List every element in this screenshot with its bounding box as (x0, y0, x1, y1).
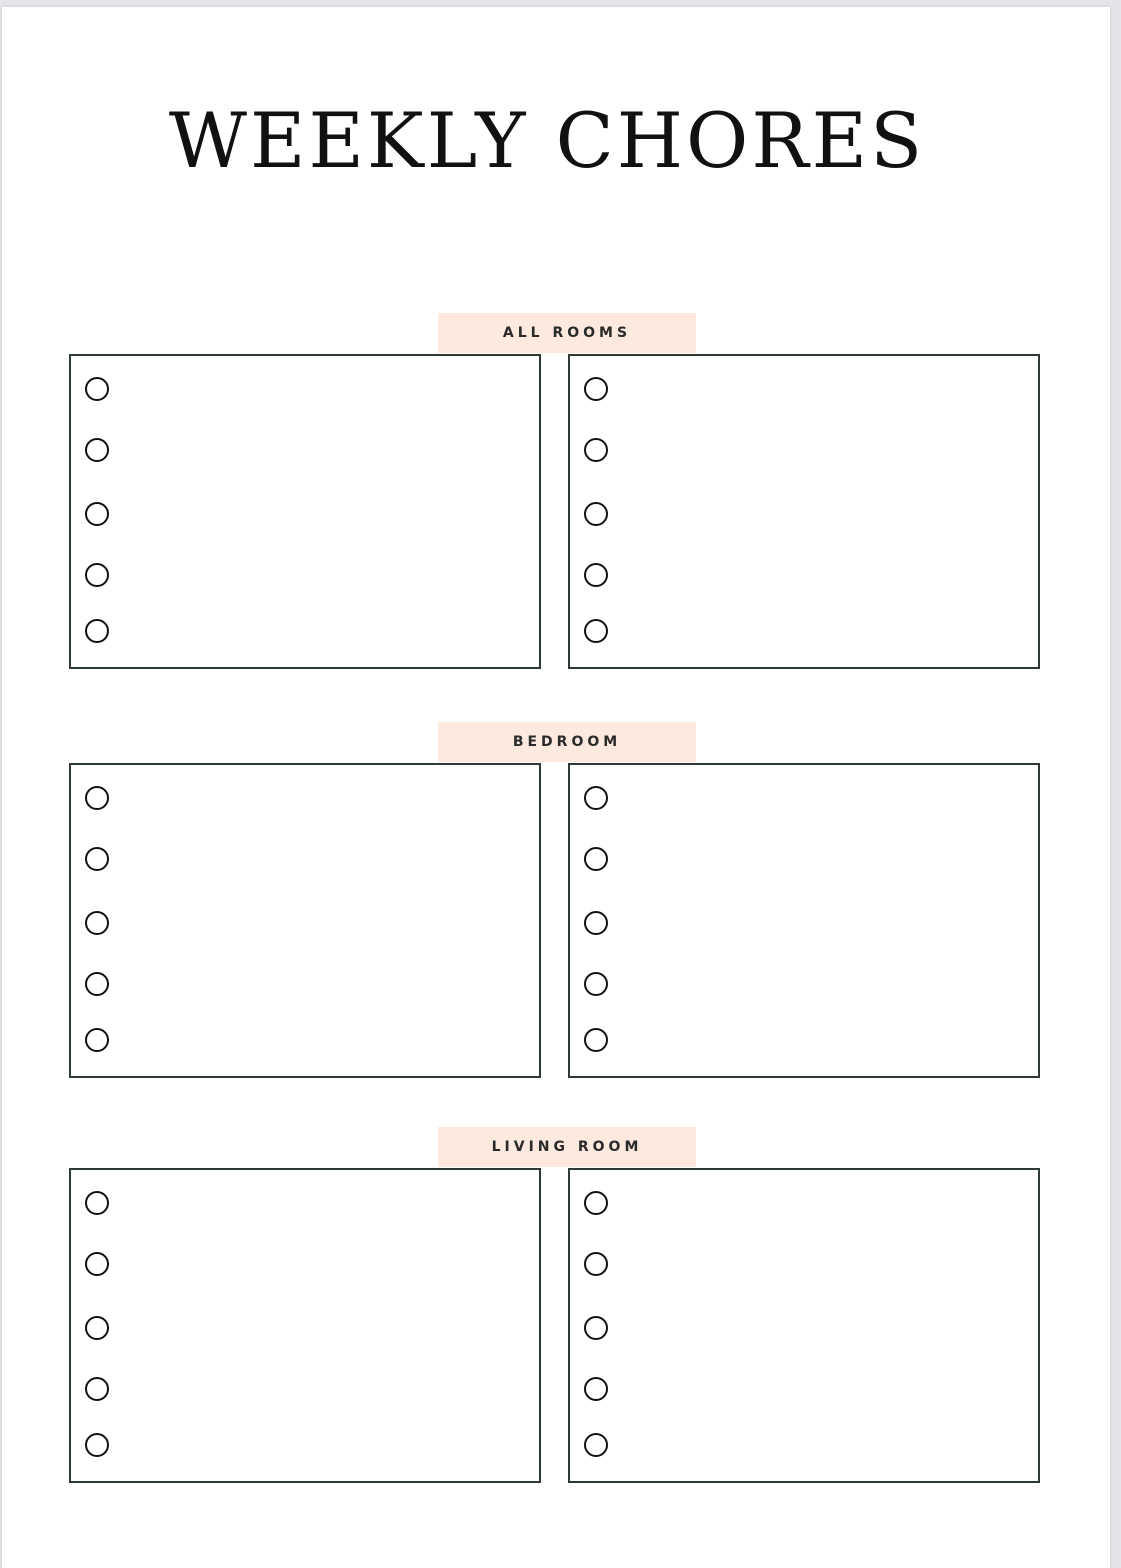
checkbox-circle[interactable] (85, 1028, 109, 1052)
section-label: BEDROOM (438, 722, 696, 762)
checkbox-circle[interactable] (85, 1191, 109, 1215)
chore-box-left (69, 1168, 541, 1483)
checkbox-circle[interactable] (584, 502, 608, 526)
section-living-room (69, 1127, 1045, 1487)
checkbox-circle[interactable] (584, 1028, 608, 1052)
checkbox-circle[interactable] (85, 786, 109, 810)
chore-box-right (568, 354, 1040, 669)
checkbox-circle[interactable] (584, 1433, 608, 1457)
checkbox-circle[interactable] (85, 377, 109, 401)
chore-box-right (568, 1168, 1040, 1483)
section-all-rooms (69, 313, 1045, 673)
chore-box-left (69, 354, 541, 669)
checkbox-circle[interactable] (85, 1433, 109, 1457)
checkbox-circle[interactable] (584, 563, 608, 587)
page-title: WEEKLY CHORES (168, 96, 926, 185)
chore-box-left (69, 763, 541, 1078)
checkbox-circle[interactable] (85, 847, 109, 871)
section-label: ALL ROOMS (438, 313, 696, 353)
checkbox-circle[interactable] (85, 438, 109, 462)
checkbox-circle[interactable] (584, 377, 608, 401)
checkbox-circle[interactable] (584, 1252, 608, 1276)
planner-sheet (2, 7, 1110, 1568)
checkbox-circle[interactable] (584, 786, 608, 810)
checkbox-circle[interactable] (85, 1252, 109, 1276)
checkbox-circle[interactable] (85, 972, 109, 996)
checkbox-circle[interactable] (85, 502, 109, 526)
checkbox-circle[interactable] (584, 619, 608, 643)
section-bedroom (69, 722, 1045, 1082)
checkbox-circle[interactable] (584, 1191, 608, 1215)
checkbox-circle[interactable] (85, 1377, 109, 1401)
checkbox-circle[interactable] (85, 619, 109, 643)
section-label: LIVING ROOM (438, 1127, 696, 1167)
checkbox-circle[interactable] (584, 438, 608, 462)
checkbox-circle[interactable] (584, 911, 608, 935)
checkbox-circle[interactable] (85, 563, 109, 587)
checkbox-circle[interactable] (584, 1316, 608, 1340)
checkbox-circle[interactable] (85, 1316, 109, 1340)
checkbox-circle[interactable] (85, 911, 109, 935)
checkbox-circle[interactable] (584, 847, 608, 871)
chore-box-right (568, 763, 1040, 1078)
checkbox-circle[interactable] (584, 972, 608, 996)
checkbox-circle[interactable] (584, 1377, 608, 1401)
